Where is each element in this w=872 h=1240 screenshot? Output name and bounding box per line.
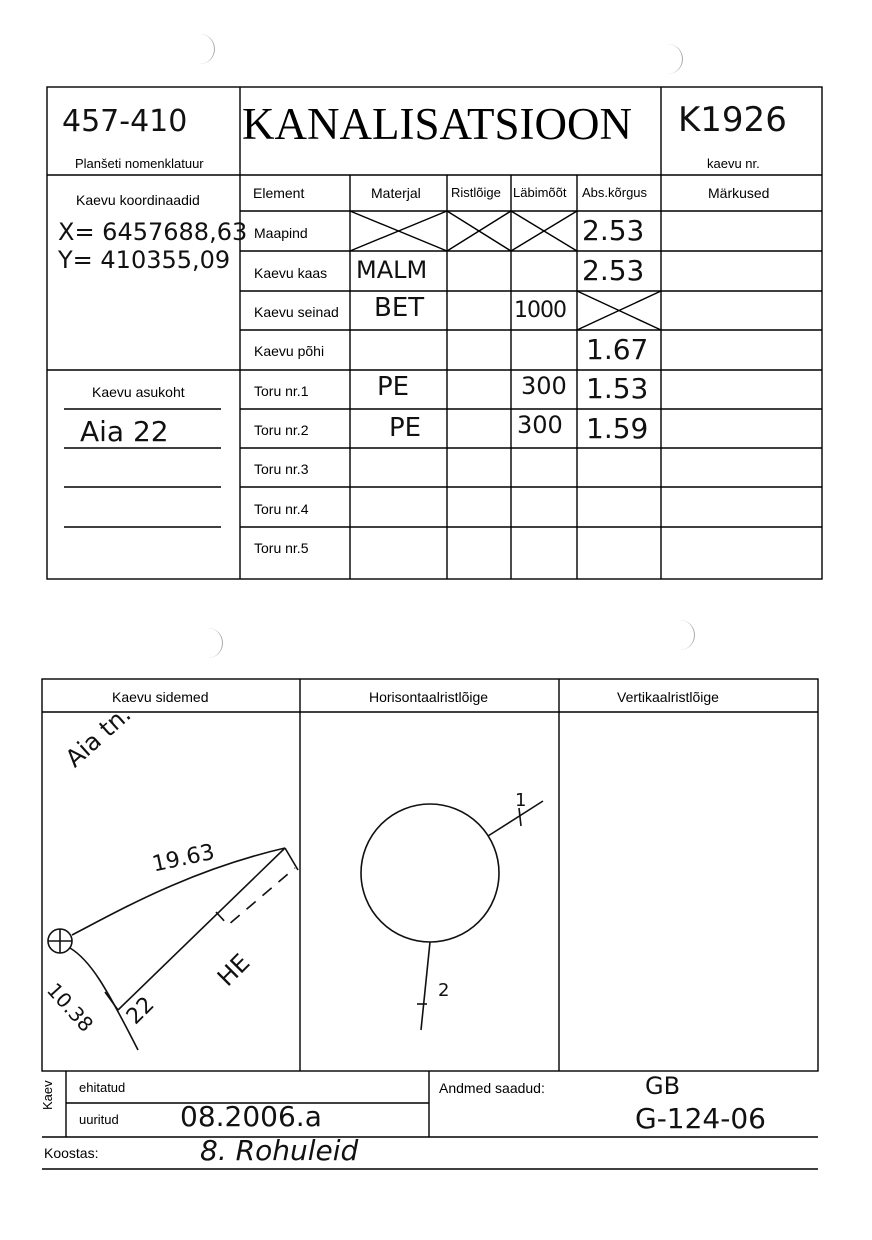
- tablet-nomenclature-value: 457-410: [62, 104, 188, 139]
- compiled-value: 8. Rohuleid: [200, 1134, 359, 1167]
- cell-abs-height: 1.67: [586, 333, 649, 366]
- building-label: HE: [212, 948, 256, 992]
- cell-abs-height: 2.53: [582, 214, 645, 247]
- cell-material: PE: [377, 372, 410, 402]
- sketch-header-vertical: Vertikaalristlõige: [617, 689, 719, 705]
- pipe-2-label: 2: [438, 980, 450, 1001]
- distance-label-1: 19.63: [150, 839, 217, 878]
- location-value: Aia 22: [80, 415, 169, 448]
- coordinates-label: Kaevu koordinaadid: [76, 192, 200, 208]
- row-element: Toru nr.3: [254, 461, 309, 477]
- cell-material: BET: [374, 293, 425, 323]
- compiled-label: Koostas:: [44, 1145, 99, 1161]
- form-title: KANALISATSIOON: [242, 99, 632, 149]
- data-received-label: Andmed saadud:: [439, 1080, 545, 1096]
- cell-abs-height: 2.53: [582, 254, 645, 287]
- col-header-cross-section: Ristlõige: [451, 185, 501, 200]
- col-header-abs-height: Abs.kõrgus: [582, 185, 648, 200]
- row-element: Toru nr.2: [254, 422, 309, 438]
- row-element: Toru nr.1: [254, 383, 309, 399]
- built-label: ehitatud: [79, 1080, 126, 1095]
- col-header-diameter: Läbimõõt: [513, 185, 567, 200]
- cell-diameter: 1000: [514, 298, 566, 323]
- col-header-notes: Märkused: [708, 185, 770, 201]
- cell-diameter: 300: [517, 411, 563, 439]
- data-received-value-1: GB: [645, 1072, 681, 1100]
- surveyed-label: uuritud: [79, 1112, 119, 1127]
- well-side-label: Kaev: [40, 1080, 55, 1110]
- data-received-value-2: G-124-06: [635, 1102, 766, 1135]
- cell-diameter: 300: [521, 372, 567, 400]
- row-element: Kaevu põhi: [254, 343, 325, 359]
- well-number-value: K1926: [678, 100, 787, 140]
- house-number: 22: [122, 992, 160, 1030]
- row-element: Toru nr.5: [254, 540, 309, 556]
- col-header-material: Materjal: [371, 185, 421, 201]
- sketch-header-connections: Kaevu sidemed: [112, 689, 209, 705]
- cell-abs-height: 1.59: [586, 412, 649, 445]
- distance-label-2: 10.38: [42, 978, 99, 1037]
- horizontal-section-sketch: [361, 801, 543, 1030]
- cell-material: MALM: [356, 256, 428, 284]
- tablet-nomenclature-label: Planšeti nomenklatuur: [75, 156, 204, 171]
- cell-abs-height: 1.53: [586, 372, 649, 405]
- surveyed-value: 08.2006.a: [180, 1100, 322, 1133]
- pipe-1-label: 1: [515, 790, 527, 811]
- row-element: Toru nr.4: [254, 501, 309, 517]
- well-number-label: kaevu nr.: [707, 156, 760, 171]
- row-element: Maapind: [254, 225, 308, 241]
- sketch-header-horizontal: Horisontaalristlõige: [369, 689, 489, 705]
- coordinate-x: X= 6457688,63: [58, 218, 248, 246]
- cell-material: PE: [389, 413, 422, 443]
- row-element: Kaevu seinad: [254, 304, 339, 320]
- row-element: Kaevu kaas: [254, 265, 328, 281]
- street-label: Aia tn.: [60, 700, 137, 773]
- coordinate-y: Y= 410355,09: [58, 246, 231, 274]
- location-label: Kaevu asukoht: [92, 384, 185, 400]
- col-header-element: Element: [253, 185, 305, 201]
